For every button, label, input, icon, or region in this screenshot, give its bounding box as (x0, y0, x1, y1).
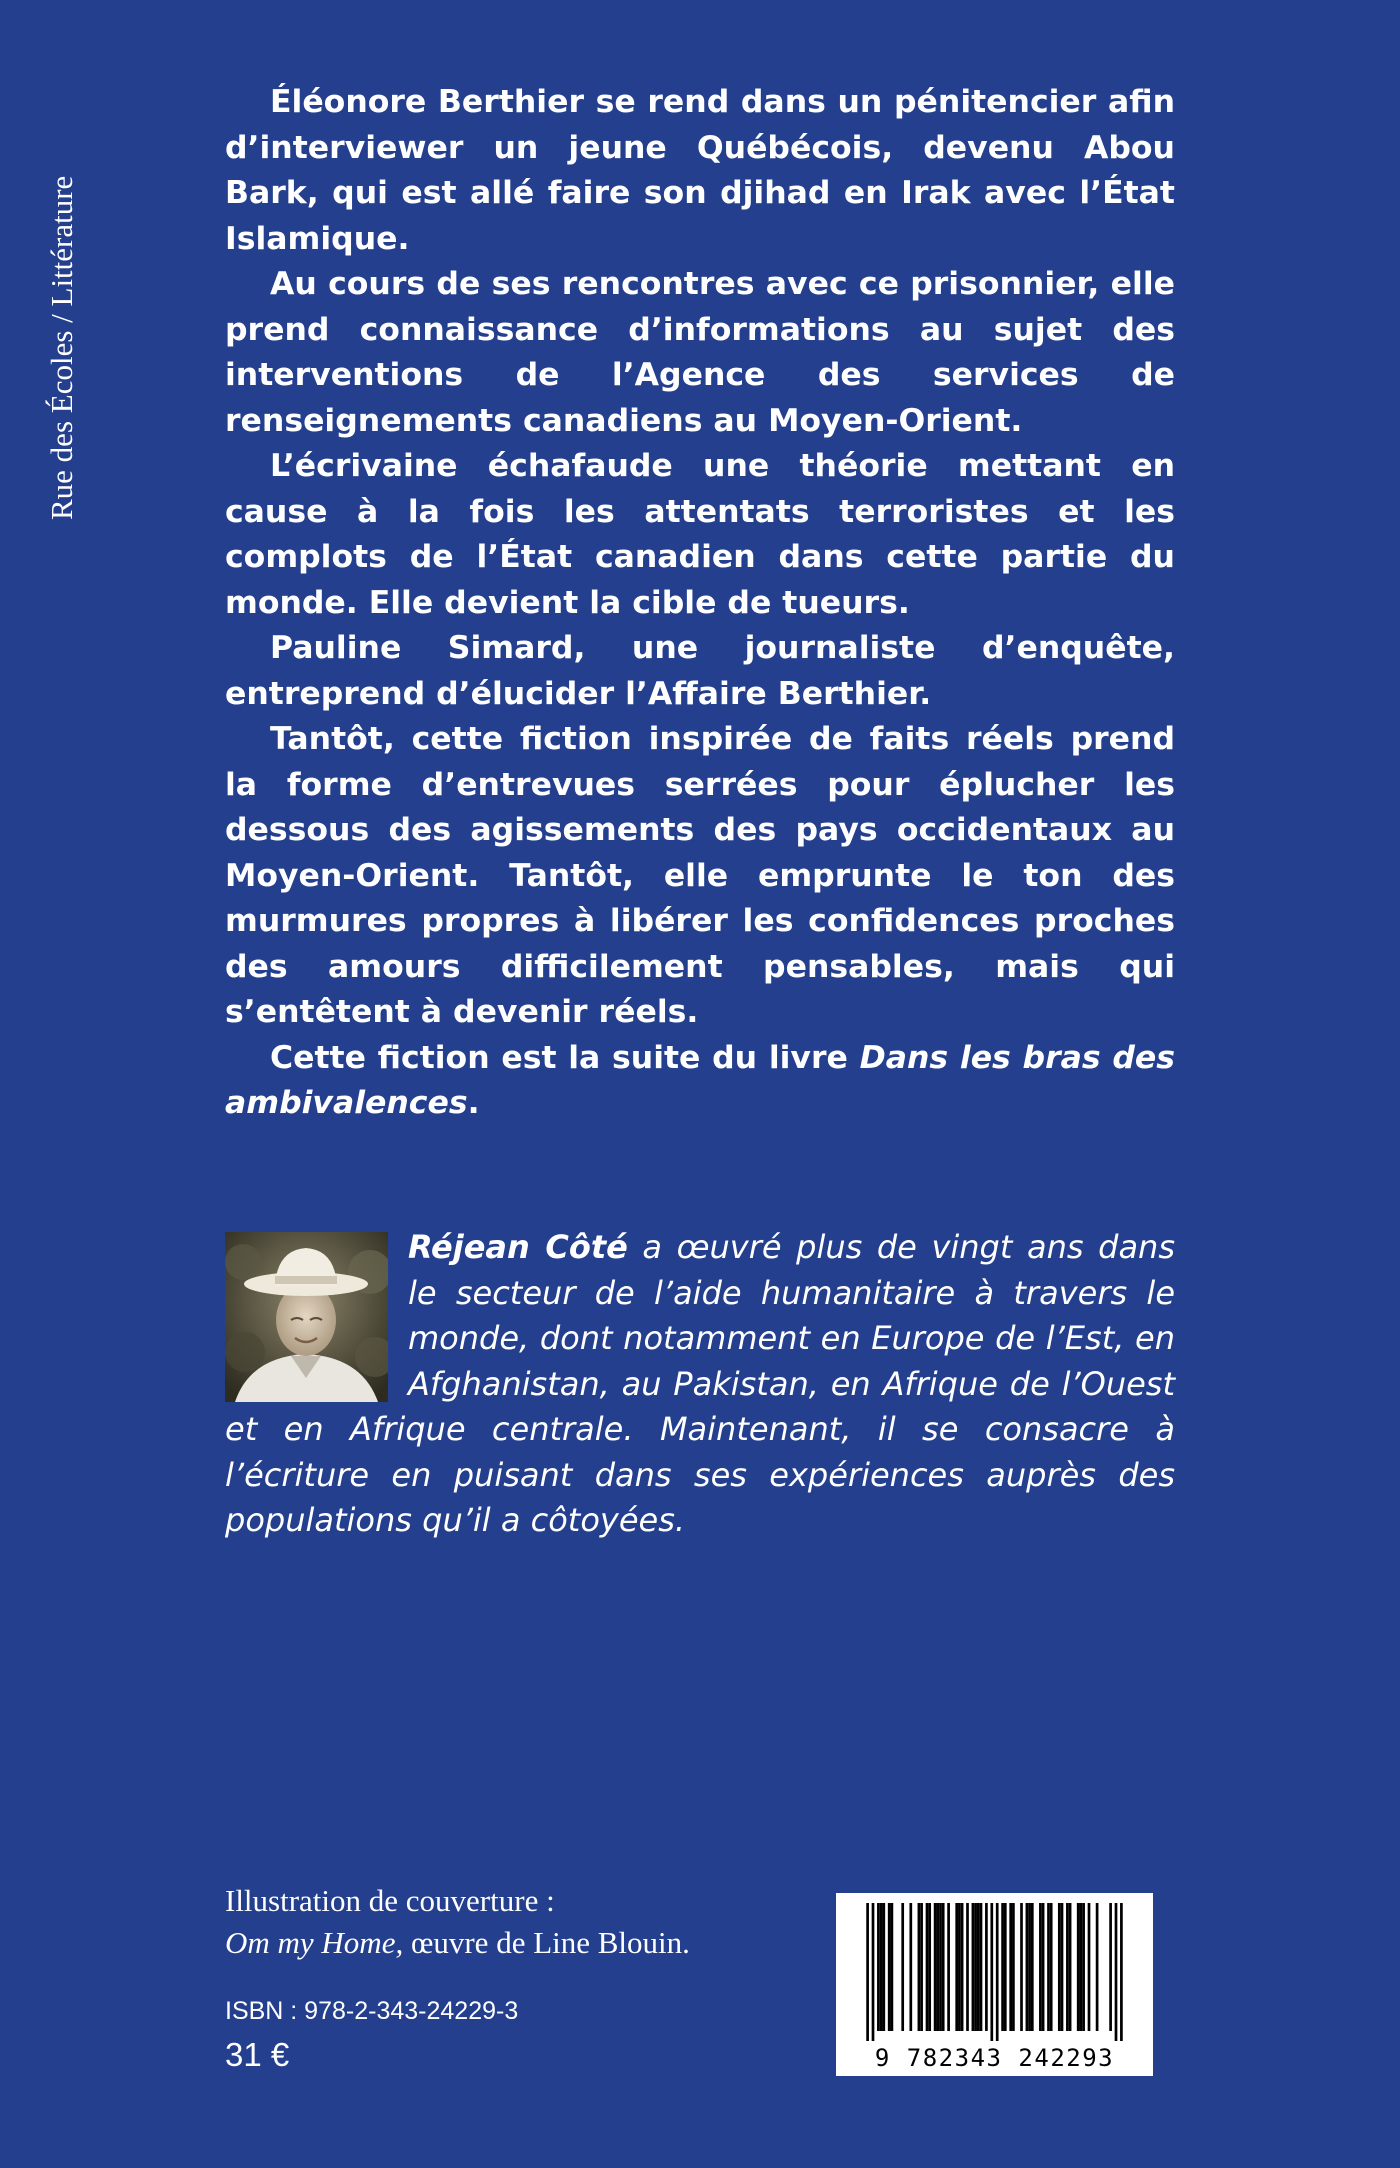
author-name: Réjean Côté (408, 1228, 628, 1266)
barcode-bar (1120, 1903, 1123, 2041)
price: 31 € (225, 2036, 290, 2073)
cover-credits (225, 1880, 690, 1964)
barcode-bar (942, 1903, 945, 2031)
barcode-bar (996, 1903, 999, 2041)
barcode-bar (1061, 1903, 1064, 2031)
summary-text (225, 80, 1175, 1127)
barcode-bar (990, 1903, 993, 2041)
barcode-bar (1039, 1903, 1042, 2031)
barcode-bar (1082, 1903, 1085, 2031)
barcode-bar (877, 1903, 880, 2031)
barcode-bar (880, 1903, 883, 2031)
barcode-bar (955, 1903, 958, 2031)
isbn: ISBN : 978-2-343-24229-3 (225, 1997, 519, 2025)
summary-paragraph-2: Au cours de ses rencontres avec ce prisonnier, elle prend connaissance d’informations au sujet des interventions de l’Agence des services de renseignements canadiens au Moyen-Orient. (225, 266, 1175, 439)
barcode-bar (1028, 1903, 1031, 2031)
summary-paragraph-3: L’écrivaine échafaude une théorie mettant en cause à la fois les attentats terroristes et les complots de l’État canadien dans cette partie du monde. Elle devient la cible de tueurs. (225, 448, 1175, 621)
barcode-bar (1069, 1903, 1072, 2031)
barcode-bar (891, 1903, 894, 2031)
barcode-bar (980, 1903, 983, 2031)
barcode-bar (1026, 1903, 1029, 2031)
author-bio (225, 1225, 1175, 1544)
barcode-bar (1020, 1903, 1023, 2031)
barcode-bar (918, 1903, 921, 2031)
barcode-bar (1042, 1903, 1045, 2031)
barcode-bar (872, 1903, 875, 2041)
barcode-bar (1066, 1903, 1069, 2031)
barcode-bar (1009, 1903, 1012, 2031)
summary-paragraph-5: Tantôt, cette fiction inspirée de faits réels prend la forme d’entrevues serrées pour éplucher les dessous des agissements des pays occidentaux au Moyen-Orient. Tantôt, elle emprunte le ton des murmures propres à libérer les confidences proches des amours difficilement pensables, mais qui s’entêtent à devenir réels. (225, 721, 1175, 1030)
barcode-bar (936, 1903, 939, 2031)
barcode-bar (1088, 1903, 1091, 2031)
barcode-bar (1001, 1903, 1004, 2031)
barcode-bar (928, 1903, 931, 2031)
barcode-bar (1058, 1903, 1061, 2031)
barcode-bar (901, 1903, 904, 2031)
credits-line-1: Illustration de couverture : (225, 1883, 555, 1918)
barcode-bar (985, 1903, 988, 2031)
barcode-bar (882, 1903, 885, 2031)
cover-artist: œuvre de Line Blouin. (403, 1925, 690, 1960)
barcode-bar (947, 1903, 950, 2031)
summary-paragraph-4: Pauline Simard, une journaliste d’enquête, entreprend d’élucider l’Affaire Berthier. (225, 630, 1175, 712)
author-bio-text: a œuvré plus de vingt ans dans le secteur de l’aide humanitaire à travers le monde, dont notamment en Europe de l’Est, en Afghanistan, au Pakistan, en Afrique de l’Ouest et en Afrique centrale. Maintenant, il se consacre à l’écriture en puisant dans ses expériences auprès des populations qu’il a côtoyées. (225, 1228, 1176, 1539)
barcode-bar (1047, 1903, 1050, 2031)
barcode-bar (926, 1903, 929, 2031)
credits-line-2 (225, 1922, 690, 1964)
barcode (836, 1893, 1153, 2076)
barcode-bar (1012, 1903, 1015, 2031)
barcode-bar (974, 1903, 977, 2031)
barcode-bar (1080, 1903, 1083, 2031)
barcode-digits: 9 782343 242293 (874, 2044, 1115, 2072)
barcode-bar (961, 1903, 964, 2031)
cover-work-title: Om my Home, (225, 1925, 404, 1960)
barcode-bar (1050, 1903, 1053, 2031)
summary-paragraph-6 (225, 1036, 1175, 1127)
barcode-bar (966, 1903, 969, 2031)
barcode-bar (958, 1903, 961, 2031)
barcode-bar (939, 1903, 942, 2031)
barcode-bar (977, 1903, 980, 2031)
barcode-bar (934, 1903, 937, 2031)
barcode-bar (1096, 1903, 1099, 2031)
summary-end: . (467, 1085, 480, 1121)
barcode-bar (1004, 1903, 1007, 2031)
barcode-bar (1031, 1903, 1034, 2031)
barcode-bar (866, 1903, 869, 2041)
collection-label: Rue des Écoles / Littérature (44, 175, 79, 520)
barcode-bar (1115, 1903, 1118, 2041)
summary-lead: Cette fiction est la suite du livre (270, 1039, 860, 1076)
barcode-bar (1077, 1903, 1080, 2031)
barcode-bar (972, 1903, 975, 2031)
barcode-bar (888, 1903, 891, 2031)
barcode-bars (836, 1893, 1153, 2043)
photo-spacer (225, 1225, 408, 1403)
summary-paragraph-1: Éléonore Berthier se rend dans un pénitencier afin d’interviewer un jeune Québécois, devenu Abou Bark, qui est allé faire son djihad en Irak avec l’État Islamique. (225, 84, 1175, 257)
barcode-bar (909, 1903, 912, 2031)
barcode-bar (1109, 1903, 1112, 2031)
barcode-bar (920, 1903, 923, 2031)
previous-book-title: Dans les bras des ambivalences (225, 1039, 1176, 1121)
